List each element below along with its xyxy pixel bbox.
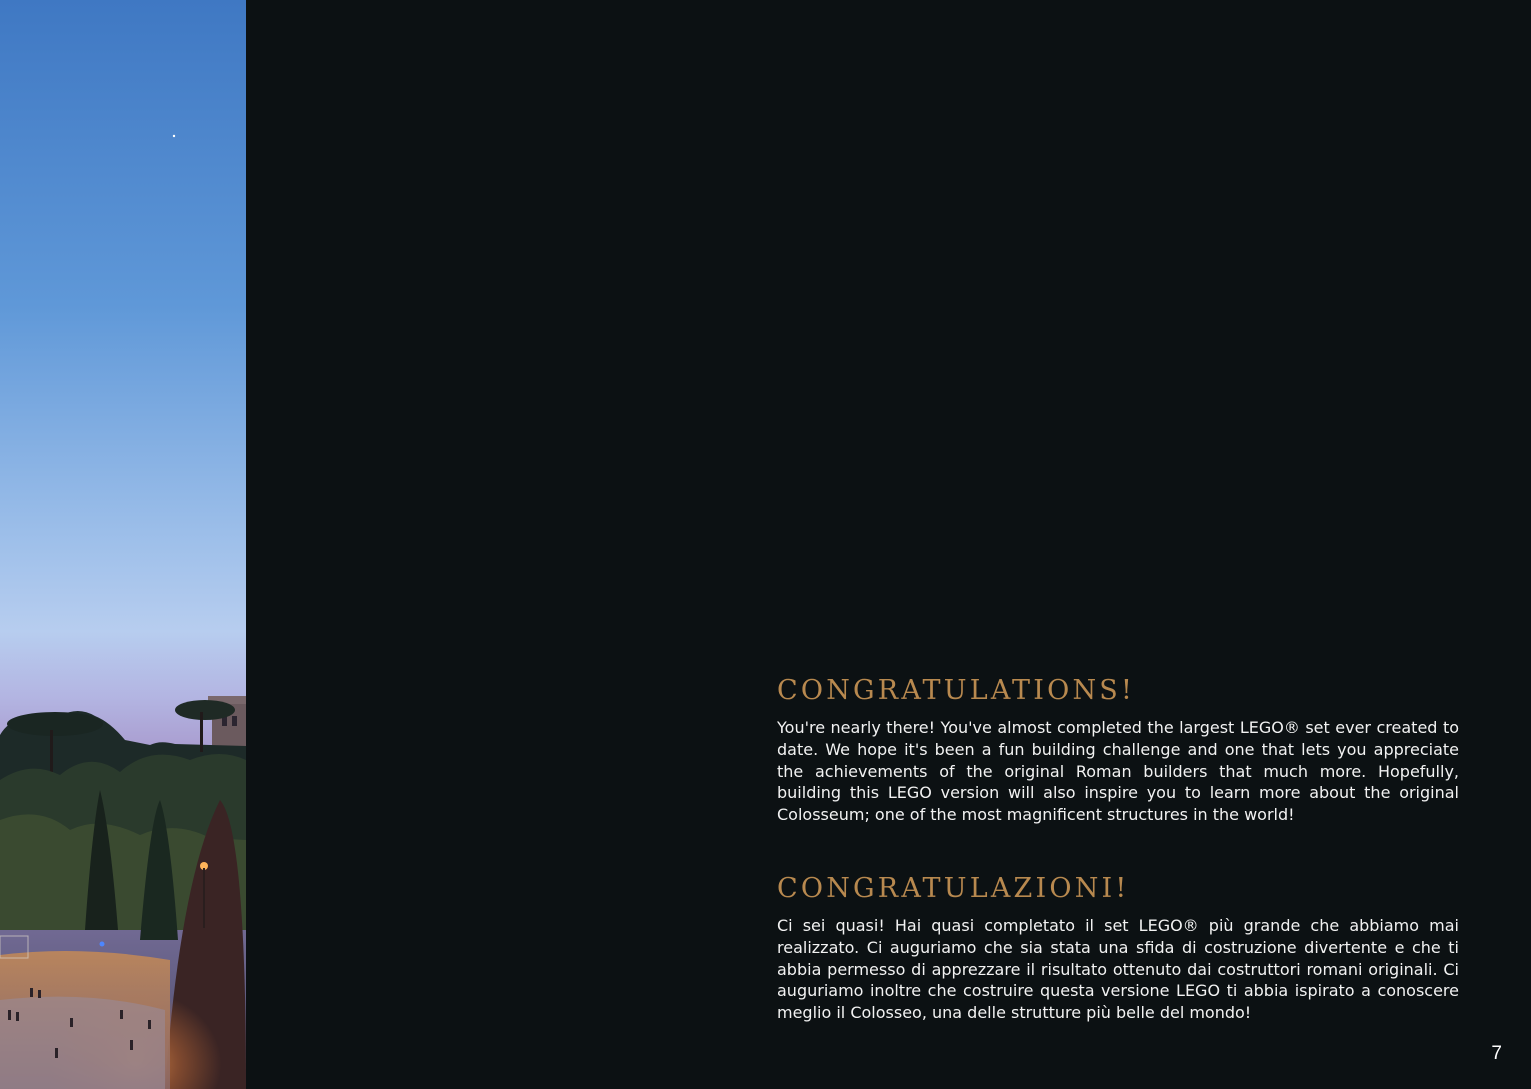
- star: [173, 135, 175, 137]
- photo-illustration: [0, 0, 246, 1089]
- pine-canopy: [7, 712, 103, 736]
- page-number: 7: [1491, 1043, 1502, 1064]
- section-english: [777, 672, 1459, 826]
- body-italian: Ci sei quasi! Hai quasi completato il set LEGO® più grande che abbiamo mai realizzato. Ci auguriamo che sia stata una sfida di costruzione divertente e che ti abbia permesso di apprezzare il risultato ottenuto dai costruttori romani originali. Ci auguriamo inoltre che costruire questa versione LEGO ti abbia ispirato a conoscere meglio il Colosseo, una delle strutture più belle del mondo!: [777, 916, 1459, 1023]
- body-english: You're nearly there! You've almost completed the largest LEGO® set ever created to date. We hope it's been a fun building challenge and one that lets you appreciate the achievements of the original Roman builders that much more. Hopefully, building this LEGO version will also inspire you to learn more about the original Colosseum; one of the most magnificent structures in the world!: [777, 718, 1459, 825]
- section-italian: [777, 870, 1459, 1024]
- pine-canopy: [175, 700, 235, 720]
- blue-light: [100, 942, 105, 947]
- heading-congratulazioni: CONGRATULAZIONI!: [777, 873, 1130, 904]
- rome-evening-photo: [0, 0, 246, 1089]
- heading-congratulations: CONGRATULATIONS!: [777, 675, 1136, 706]
- road: [0, 997, 165, 1089]
